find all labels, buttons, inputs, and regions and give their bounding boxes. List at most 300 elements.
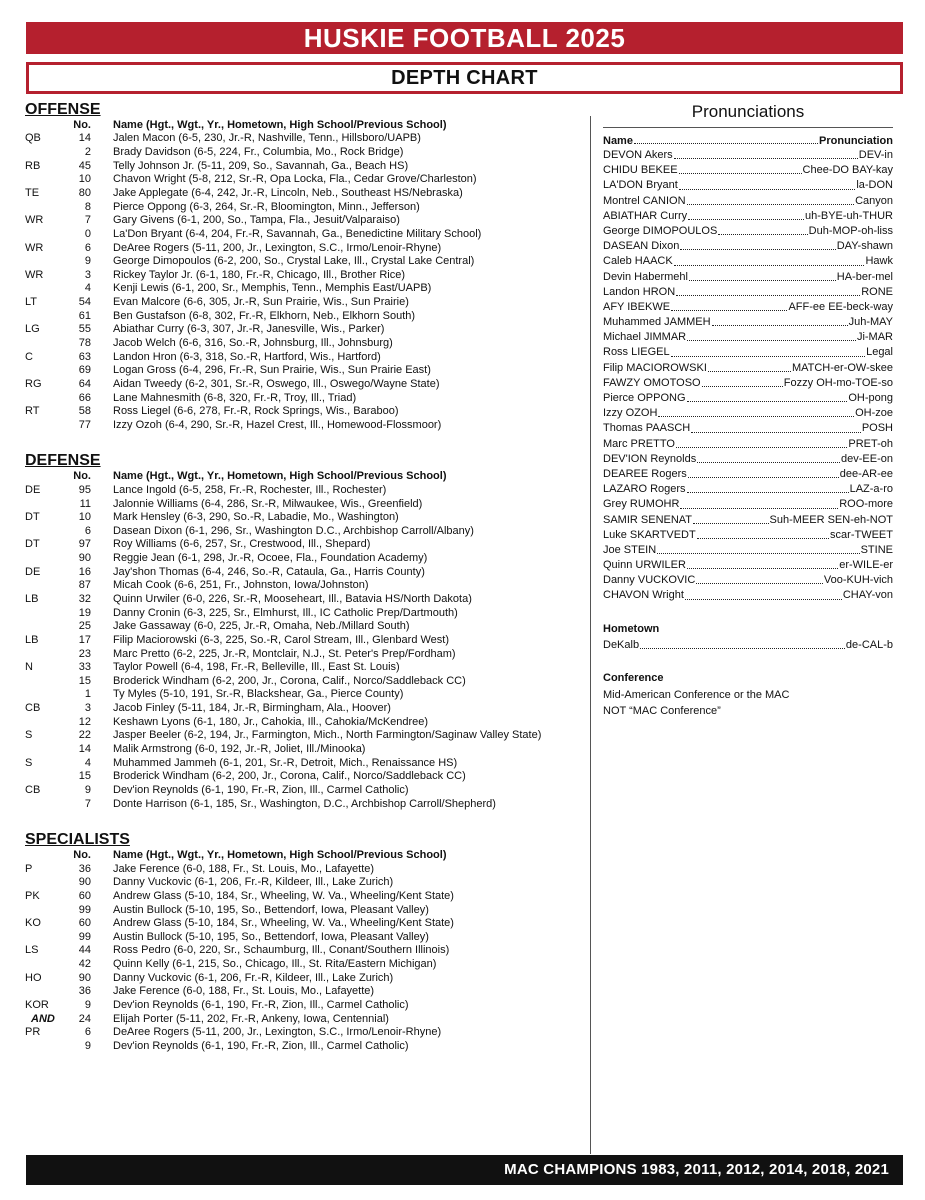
jersey-number: 14: [78, 132, 91, 145]
jersey-number: 23: [78, 647, 91, 660]
roster-row: [25, 648, 585, 662]
position-label: [25, 173, 65, 187]
position-label: S: [25, 729, 33, 742]
roster-row: [25, 917, 585, 931]
position-label: RB: [25, 159, 41, 172]
player-info: Lane Mahnesmith (6-8, 320, Fr.-R, Troy, Ill., Triad): [113, 391, 357, 404]
pronunciation-name: Pierce OPPONG: [603, 392, 686, 404]
position-label: PR: [25, 1026, 41, 1039]
roster-row: [25, 378, 585, 392]
player-info: Roy Williams (6-6, 257, Sr., Crestwood, Ill., Shepard): [113, 538, 371, 551]
jersey-number: 55: [78, 323, 91, 336]
name-header: Name: [603, 135, 633, 147]
pronunciation-row: [603, 482, 893, 497]
pronunciation-row: [603, 285, 893, 300]
player-info: Jalen Macon (6-5, 230, Jr.-R, Nashville, Tenn., Hillsboro/UAPB): [113, 132, 421, 145]
pronunciation-name: Marc PRETTO: [603, 437, 675, 450]
position-label: DT: [25, 511, 40, 524]
roster-row: [25, 863, 585, 877]
player-info: Ben Gustafson (6-8, 302, Fr.-R, Elkhorn, Neb., Elkhorn South): [113, 309, 416, 322]
position-label: RG: [25, 377, 42, 390]
player-info: Ross Liegel (6-6, 278, Fr.-R, Rock Springs, Wis., Baraboo): [113, 405, 399, 418]
offense-rows: [25, 132, 585, 432]
player-info: Telly Johnson Jr. (5-11, 209, So., Savannah, Ga., Beach HS): [113, 159, 409, 172]
jersey-number: 6: [84, 241, 91, 254]
pronunciation-value: Suh-MEER SEN-eh-NOT: [769, 513, 893, 526]
position-label: [25, 958, 65, 972]
player-info: Jake Applegate (6-4, 242, Jr.-R, Lincoln, Neb., Southeast HS/Nebraska): [113, 186, 463, 199]
jersey-number: 3: [84, 268, 91, 281]
position-label: DE: [25, 483, 41, 496]
player-info: Ross Pedro (6-0, 220, Sr., Schaumburg, Ill., Conant/Southern Illinois): [113, 944, 450, 957]
roster-row: [25, 419, 585, 433]
pronunciation-value: RONE: [861, 285, 893, 298]
roster-row: [25, 675, 585, 689]
roster-row: [25, 1040, 585, 1054]
position-label: [25, 620, 65, 634]
pronunciation-row: [603, 638, 893, 653]
jersey-number: 9: [84, 1039, 91, 1052]
player-info: DeAree Rogers (5-11, 200, Jr., Lexington, S.C., Irmo/Lenoir-Rhyne): [113, 1026, 442, 1039]
player-info: Reggie Jean (6-1, 298, Jr.-R, Ocoee, Fla., Foundation Academy): [113, 552, 428, 565]
jersey-number: 32: [78, 593, 91, 605]
player-info: Rickey Taylor Jr. (6-1, 180, Fr.-R, Chicago, Ill., Brother Rice): [113, 268, 405, 281]
player-info: Pierce Oppong (6-3, 264, Sr.-R, Bloomington, Minn., Jefferson): [113, 200, 420, 213]
jersey-number: 60: [78, 889, 91, 902]
position-label: S: [25, 756, 33, 769]
jersey-number: 4: [84, 756, 91, 769]
roster-row: [25, 1013, 585, 1027]
player-info: Danny Vuckovic (6-1, 206, Fr.-R, Kildeer, Ill., Lake Zurich): [113, 876, 394, 889]
pronunciation-name: ABIATHAR Curry: [603, 209, 688, 222]
player-header: Name (Hgt., Wgt., Yr., Hometown, High School/Previous School): [113, 470, 447, 483]
position-label: [25, 607, 65, 621]
roster-row: [25, 944, 585, 958]
pronunciation-name: LA'DON Bryant: [603, 179, 678, 192]
player-info: Jake Ference (6-0, 188, Fr., St. Louis, Mo., Lafayette): [113, 862, 375, 875]
roster-row: [25, 228, 585, 242]
pronunciation-name: Thomas PAASCH: [603, 422, 691, 435]
position-label: [25, 1040, 65, 1054]
jersey-number: 78: [78, 337, 91, 349]
roster-row: [25, 160, 585, 174]
position-label: P: [25, 862, 33, 875]
no-header: No.: [73, 119, 91, 131]
player-info: Muhammed Jammeh (6-1, 201, Sr.-R, Detroit, Mich., Renaissance HS): [113, 756, 458, 769]
player-info: Quinn Urwiler (6-0, 226, Sr.-R, Mooseheart, Ill., Batavia HS/North Dakota): [113, 593, 472, 605]
pronunciation-name: DeKalb: [603, 638, 640, 651]
position-label: [25, 876, 65, 890]
roster-row: [25, 296, 585, 310]
pronunciation-name: Montrel CANION: [603, 194, 686, 207]
position-label: WR: [25, 241, 44, 254]
pronunciation-name: Muhammed JAMMEH: [603, 316, 711, 329]
pronunciations-title: Pronunciations: [691, 102, 805, 121]
pronunciation-row: [603, 406, 893, 421]
position-label: KOR: [25, 999, 49, 1012]
position-label: CB: [25, 702, 41, 715]
roster-row: [25, 525, 585, 539]
position-label: N: [25, 661, 33, 674]
pronunciation-name: Danny VUCKOVIC: [603, 574, 696, 587]
hometown-title: Hometown: [603, 622, 660, 635]
conference-title: Conference: [603, 671, 664, 684]
pronunciation-row: [603, 376, 893, 391]
pronunciation-value: HA-ber-mel: [836, 270, 893, 283]
pronunciation-name: Luke SKARTVEDT: [603, 528, 696, 541]
pronunciation-row: [603, 300, 893, 315]
player-info: Malik Armstrong (6-0, 192, Jr.-R, Joliet, Ill./Minooka): [113, 743, 366, 756]
position-label: WR: [25, 214, 44, 227]
roster-row: [25, 187, 585, 201]
position-label: [25, 392, 65, 406]
roster-row: [25, 282, 585, 296]
player-info: Lance Ingold (6-5, 258, Fr.-R, Rochester, Ill., Rochester): [113, 483, 387, 496]
roster-row: [25, 890, 585, 904]
player-info: Danny Vuckovic (6-1, 206, Fr.-R, Kildeer, Ill., Lake Zurich): [113, 971, 394, 984]
pronunciation-value: OH-pong: [848, 392, 893, 404]
player-info: Austin Bullock (5-10, 195, So., Bettendorf, Iowa, Pleasant Valley): [113, 903, 429, 916]
pronunciation-name: DASEAN Dixon: [603, 240, 680, 253]
roster-row: [25, 999, 585, 1013]
jersey-number: 99: [78, 903, 91, 916]
jersey-number: 0: [84, 227, 91, 240]
player-info: Landon Hron (6-3, 318, So.-R, Hartford, Wis., Hartford): [113, 350, 381, 363]
position-label: DE: [25, 565, 41, 578]
jersey-number: 36: [78, 985, 91, 998]
pronunciation-name: Ross LIEGEL: [603, 346, 670, 359]
pronunciation-row: [603, 194, 893, 209]
player-header: Name (Hgt., Wgt., Yr., Hometown, High School/Previous School): [113, 849, 447, 862]
pronunciation-row: [603, 345, 893, 360]
pronunciation-row: [603, 467, 893, 482]
player-info: Donte Harrison (6-1, 185, Sr., Washington, D.C., Archbishop Carroll/Shepherd): [113, 797, 496, 810]
pronunciation-name: DEVON Akers: [603, 149, 673, 161]
jersey-number: 4: [84, 282, 91, 295]
jersey-number: 69: [78, 364, 91, 377]
position-label: LS: [25, 944, 39, 957]
pronunciation-value: la-DON: [856, 179, 893, 192]
player-info: Keshawn Lyons (6-1, 180, Jr., Cahokia, Ill., Cahokia/McKendree): [113, 715, 429, 728]
pronunciation-value: Voo-KUH-vich: [823, 574, 893, 587]
pronunciation-value: LAZ-a-ro: [849, 483, 893, 496]
pronunciation-row: [603, 361, 893, 376]
pronunciation-value: POSH: [861, 422, 893, 435]
roster-row: [25, 214, 585, 228]
pronunciation-name: Michael JIMMAR: [603, 331, 687, 344]
roster-row: [25, 392, 585, 406]
position-label: [25, 716, 65, 730]
pronunciation-value: Fozzy OH-mo-TOE-so: [783, 376, 893, 389]
jersey-number: 22: [78, 729, 91, 742]
pronunciation-value: Ji-MAR: [856, 331, 893, 344]
position-label: HO: [25, 971, 42, 984]
pronunciation-row: [603, 528, 893, 543]
position-label: [25, 743, 65, 757]
player-info: Jake Gassaway (6-0, 225, Jr.-R, Omaha, Neb./Millard South): [113, 620, 410, 633]
player-info: Dev'ion Reynolds (6-1, 190, Fr.-R, Zion, Ill., Carmel Catholic): [113, 783, 409, 796]
no-header: No.: [73, 849, 91, 862]
player-info: Andrew Glass (5-10, 184, Sr., Wheeling, W. Va., Wheeling/Kent State): [113, 917, 454, 930]
jersey-number: 58: [78, 405, 91, 418]
pronunciation-list: [603, 148, 893, 604]
roster-row: [25, 702, 585, 716]
position-label: [25, 201, 65, 215]
conference-line-2: NOT “MAC Conference”: [603, 704, 721, 717]
roster-row: [25, 364, 585, 378]
pronunciation-value: MATCH-er-OW-skee: [791, 361, 893, 374]
player-info: Mark Hensley (6-3, 290, So.-R, Labadie, Mo., Washington): [113, 511, 399, 524]
offense-title: OFFENSE: [25, 101, 101, 118]
player-info: Broderick Windham (6-2, 200, Jr., Corona, Calif., Norco/Saddleback CC): [113, 674, 466, 687]
pronunciation-value: de-CAL-b: [845, 638, 893, 651]
pronunciation-name: DEV'ION Reynolds: [603, 452, 697, 465]
roster-row: [25, 688, 585, 702]
player-info: Jacob Welch (6-6, 316, So.-R, Johnsburg, Ill., Johnsburg): [113, 337, 393, 349]
roster-row: [25, 511, 585, 525]
depth-chart-title: DEPTH CHART: [26, 62, 903, 94]
player-info: Aidan Tweedy (6-2, 301, Sr.-R, Oswego, Ill., Oswego/Wayne State): [113, 377, 440, 390]
roster-row: [25, 538, 585, 552]
roster-row: [25, 743, 585, 757]
pronunciation-value: ROO-more: [839, 498, 893, 511]
player-info: Austin Bullock (5-10, 195, So., Bettendorf, Iowa, Pleasant Valley): [113, 930, 429, 943]
hometown-list: [603, 638, 893, 653]
player-info: Elijah Porter (5-11, 202, Fr.-R, Ankeny, Iowa, Centennial): [113, 1012, 389, 1025]
pronunciation-row: [603, 163, 893, 178]
jersey-number: 95: [78, 483, 91, 496]
position-label: [25, 688, 65, 702]
roster-row: [25, 242, 585, 256]
jersey-number: 90: [78, 876, 91, 889]
pronunciation-row: [603, 543, 893, 558]
roster-row: [25, 310, 585, 324]
roster-row: [25, 351, 585, 365]
jersey-number: 90: [78, 971, 91, 984]
position-label: [25, 525, 65, 539]
player-info: Dev'ion Reynolds (6-1, 190, Fr.-R, Zion, Ill., Carmel Catholic): [113, 999, 409, 1012]
jersey-number: 6: [84, 1026, 91, 1039]
pronunciation-name: CHAVON Wright: [603, 589, 684, 602]
position-label: LG: [25, 323, 40, 336]
roster-row: [25, 798, 585, 812]
player-info: Chavon Wright (5-8, 212, Sr.-R, Opa Locka, Fla., Cedar Grove/Charleston): [113, 173, 477, 186]
pronunciation-value: OH-zoe: [855, 407, 893, 420]
pronunciation-value: Legal: [866, 346, 893, 359]
roster-row: [25, 931, 585, 945]
pronunciation-value: Duh-MOP-oh-liss: [808, 224, 893, 237]
pronunciation-value: Canyon: [855, 194, 893, 207]
specialists-title: SPECIALISTS: [25, 831, 130, 849]
offense-section: [25, 101, 585, 432]
pronunciation-name: Caleb HAACK: [603, 255, 673, 268]
pronunciation-name: Landon HRON: [603, 285, 676, 298]
jersey-number: 19: [78, 606, 91, 619]
position-label: [25, 498, 65, 512]
jersey-number: 24: [78, 1012, 91, 1025]
pronunciation-row: [603, 315, 893, 330]
roster-row: [25, 498, 585, 512]
position-label: PK: [25, 889, 40, 902]
defense-column-header: [25, 470, 585, 483]
jersey-number: 60: [78, 917, 91, 930]
column-divider: [590, 116, 591, 1154]
pronunciation-name: Devin Habermehl: [603, 270, 688, 283]
jersey-number: 15: [78, 770, 91, 783]
player-info: Logan Gross (6-4, 296, Fr.-R, Sun Prairie, Wis., Sun Prairie East): [113, 364, 431, 377]
pronunciation-row: [603, 588, 893, 603]
position-label: WR: [25, 268, 44, 281]
position-label: [25, 282, 65, 296]
roster-row: [25, 716, 585, 730]
position-label: [25, 552, 65, 566]
pronunciation-row: [603, 437, 893, 452]
player-header: Name (Hgt., Wgt., Yr., Hometown, High School/Previous School): [113, 119, 447, 131]
defense-title: DEFENSE: [25, 452, 101, 470]
specialists-section: [25, 831, 585, 1053]
player-info: Taylor Powell (6-4, 198, Fr.-R, Belleville, Ill., East St. Louis): [113, 661, 400, 674]
jersey-number: 25: [78, 620, 91, 633]
jersey-number: 17: [78, 633, 91, 646]
pronunciations-rule: [603, 127, 893, 128]
pronunciation-value: Chee-DO BAY-kay: [802, 164, 893, 177]
position-label: CB: [25, 783, 41, 796]
player-info: Jalonnie Williams (6-4, 286, Sr.-R, Milwaukee, Wis., Greenfield): [113, 497, 423, 510]
roster-row: [25, 1026, 585, 1040]
player-info: Jacob Finley (5-11, 184, Jr.-R, Birmingham, Ala., Hoover): [113, 702, 391, 715]
position-label: LT: [25, 296, 38, 309]
position-label: [25, 931, 65, 945]
roster-row: [25, 173, 585, 187]
position-label: DT: [25, 538, 40, 551]
banner-title: HUSKIE FOOTBALL 2025: [26, 22, 903, 54]
jersey-number: 42: [78, 958, 91, 971]
pronunciation-header: Pronunciation: [819, 135, 893, 147]
roster-row: [25, 566, 585, 580]
jersey-number: 97: [78, 538, 91, 551]
pronunciation-name: Izzy OZOH: [603, 407, 658, 420]
position-label: [25, 310, 65, 324]
player-info: Filip Maciorowski (6-3, 225, So.-R, Carol Stream, Ill., Glenbard West): [113, 633, 450, 646]
pronunciation-value: CHAY-von: [842, 589, 893, 602]
pronunciations-column: [603, 101, 893, 719]
roster-row: [25, 904, 585, 918]
pronunciation-row: [603, 558, 893, 573]
pronunciation-row: [603, 330, 893, 345]
position-label: [25, 419, 65, 433]
jersey-number: 11: [79, 497, 91, 510]
pronunciation-value: Juh-MAY: [848, 316, 893, 329]
roster-row: [25, 146, 585, 160]
player-info: Gary Givens (6-1, 200, So., Tampa, Fla., Jesuit/Valparaiso): [113, 214, 400, 227]
jersey-number: 10: [78, 511, 91, 524]
position-label: [25, 798, 65, 812]
player-info: DeAree Rogers (5-11, 200, Jr., Lexington, S.C., Irmo/Lenoir-Rhyne): [113, 241, 442, 254]
position-label: QB: [25, 132, 41, 145]
position-label: [25, 364, 65, 378]
pronunciation-name: SAMIR SENENAT: [603, 513, 693, 526]
roster-row: [25, 405, 585, 419]
pronunciation-value: dev-EE-on: [841, 452, 893, 465]
player-info: Jay'shon Thomas (6-4, 246, So.-R, Cataula, Ga., Harris County): [113, 565, 425, 578]
conference-line-1: Mid-American Conference or the MAC: [603, 688, 790, 701]
position-label: LB: [25, 633, 39, 646]
offense-column-header: [25, 119, 585, 132]
player-info: Jasper Beeler (6-2, 194, Jr., Farmington, Mich., North Farmington/Saginaw Valley State): [113, 729, 542, 742]
roster-row: [25, 729, 585, 743]
pronunciation-row: [603, 209, 893, 224]
player-info: Andrew Glass (5-10, 184, Sr., Wheeling, W. Va., Wheeling/Kent State): [113, 889, 454, 902]
jersey-number: 12: [78, 715, 91, 728]
pronunciation-row: [603, 573, 893, 588]
roster-row: [25, 607, 585, 621]
roster-row: [25, 255, 585, 269]
position-label: [25, 770, 65, 784]
roster-row: [25, 985, 585, 999]
pronunciation-row: [603, 452, 893, 467]
roster-row: [25, 201, 585, 215]
championships-footer: MAC CHAMPIONS 1983, 2011, 2012, 2014, 2018, 2021: [26, 1155, 903, 1185]
specialists-column-header: [25, 849, 585, 862]
pronunciation-name: CHIDU BEKEE: [603, 164, 678, 177]
jersey-number: 77: [78, 418, 91, 431]
defense-section: [25, 452, 585, 811]
player-info: Marc Pretto (6-2, 225, Jr.-R, Montclair, N.J., St. Peter's Prep/Fordham): [113, 647, 456, 660]
roster-row: [25, 323, 585, 337]
pronunciation-row: [603, 270, 893, 285]
jersey-number: 66: [78, 391, 91, 404]
player-info: Broderick Windham (6-2, 200, Jr., Corona, Calif., Norco/Saddleback CC): [113, 770, 466, 783]
pronunciation-value: STINE: [860, 543, 893, 556]
pronunciation-row: [603, 254, 893, 269]
pronunciations-header: [603, 134, 893, 148]
pronunciation-row: [603, 497, 893, 512]
pronunciation-name: Filip MACIOROWSKI: [603, 361, 707, 374]
player-info: Evan Malcore (6-6, 305, Jr.-R, Sun Prairie, Wis., Sun Prairie): [113, 296, 409, 309]
pronunciation-name: LAZARO Rogers: [603, 483, 686, 496]
jersey-number: 45: [78, 159, 91, 172]
position-label: RT: [25, 405, 40, 418]
position-label: [25, 985, 65, 999]
jersey-number: 9: [84, 783, 91, 796]
position-label: AND: [31, 1012, 55, 1025]
jersey-number: 87: [78, 579, 91, 592]
player-info: Brady Davidson (6-5, 224, Fr., Columbia, Mo., Rock Bridge): [113, 146, 404, 159]
position-label: [25, 675, 65, 689]
position-label: LB: [25, 593, 39, 605]
jersey-number: 16: [78, 565, 91, 578]
jersey-number: 8: [84, 200, 91, 213]
jersey-number: 7: [84, 214, 91, 227]
roster-row: [25, 634, 585, 648]
position-label: C: [25, 350, 33, 363]
jersey-number: 14: [78, 743, 91, 756]
jersey-number: 9: [84, 999, 91, 1012]
pronunciation-value: Hawk: [865, 255, 893, 268]
roster-row: [25, 269, 585, 283]
player-info: Kenji Lewis (6-1, 200, Sr., Memphis, Tenn., Memphis East/UAPB): [113, 282, 432, 295]
player-info: Abiathar Curry (6-3, 307, Jr.-R, Janesville, Wis., Parker): [113, 323, 385, 336]
roster-row: [25, 552, 585, 566]
pronunciation-name: FAWZY OMOTOSO: [603, 376, 701, 389]
pronunciation-row: [603, 178, 893, 193]
jersey-number: 63: [78, 350, 91, 363]
pronunciation-name: George DIMOPOULOS: [603, 224, 718, 237]
roster-row: [25, 661, 585, 675]
pronunciation-value: uh-BYE-uh-THUR: [804, 209, 893, 222]
position-label: [25, 904, 65, 918]
depth-chart-column: [25, 101, 585, 1054]
